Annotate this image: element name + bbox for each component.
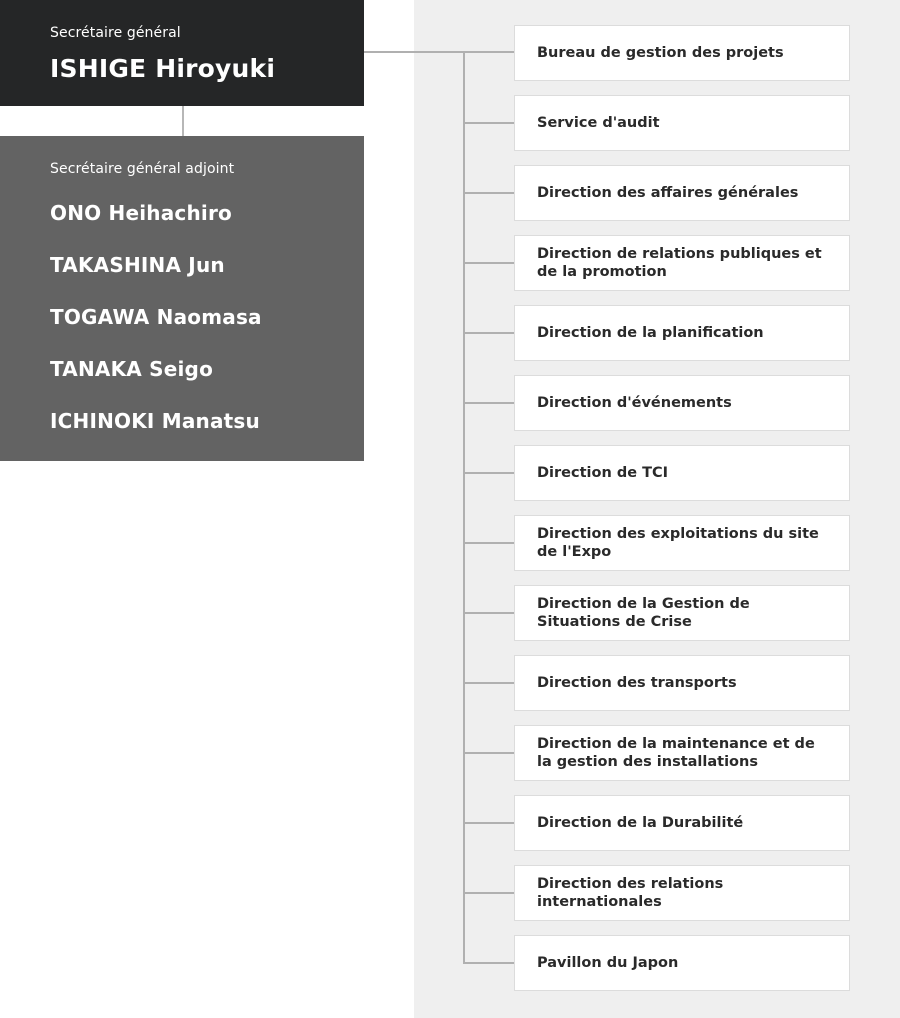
department-box-audit: Service d'audit — [514, 95, 850, 151]
department-box-general-affairs: Direction des affaires générales — [514, 165, 850, 221]
connector-branch — [464, 192, 514, 194]
connector-branch — [464, 122, 514, 124]
connector-branch — [464, 332, 514, 334]
secretary-general-box — [0, 0, 364, 106]
secretary-general-name: ISHIGE Hiroyuki — [50, 54, 276, 83]
connector-branch — [464, 542, 514, 544]
department-box-public-relations: Direction de relations publiques et de la promotion — [514, 235, 850, 291]
connector-line-vertical-main — [463, 52, 465, 964]
deputy-secretary-name: TOGAWA Naomasa — [50, 305, 262, 329]
department-box-project-management: Bureau de gestion des projets — [514, 25, 850, 81]
department-box-events: Direction d'événements — [514, 375, 850, 431]
connector-line-vertical-left — [182, 106, 184, 136]
deputy-secretary-name: ONO Heihachiro — [50, 201, 232, 225]
department-box-crisis-management: Direction de la Gestion de Situations de Crise — [514, 585, 850, 641]
department-box-international: Direction des relations internationales — [514, 865, 850, 921]
connector-branch — [464, 892, 514, 894]
department-box-site-operations: Direction des exploitations du site de l'Expo — [514, 515, 850, 571]
deputy-secretary-list — [50, 200, 262, 460]
secretary-general-role: Secrétaire général — [50, 25, 181, 41]
connector-branch — [464, 752, 514, 754]
department-box-sustainability: Direction de la Durabilité — [514, 795, 850, 851]
deputy-secretary-role: Secrétaire général adjoint — [50, 161, 235, 177]
deputy-secretary-name: ICHINOKI Manatsu — [50, 409, 260, 433]
department-box-japan-pavilion: Pavillon du Japon — [514, 935, 850, 991]
connector-line-horizontal-main — [364, 51, 514, 53]
connector-branch — [464, 612, 514, 614]
connector-branch — [464, 262, 514, 264]
connector-branch — [464, 472, 514, 474]
connector-branch — [464, 402, 514, 404]
department-box-facilities: Direction de la maintenance et de la gestion des installations — [514, 725, 850, 781]
connector-branch — [464, 822, 514, 824]
department-box-transport: Direction des transports — [514, 655, 850, 711]
deputy-secretaries-box — [0, 136, 364, 461]
connector-branch — [464, 682, 514, 684]
deputy-secretary-name: TANAKA Seigo — [50, 357, 214, 381]
department-box-planning: Direction de la planification — [514, 305, 850, 361]
department-box-tci: Direction de TCI — [514, 445, 850, 501]
deputy-secretary-name: TAKASHINA Jun — [50, 253, 225, 277]
connector-branch — [464, 962, 514, 964]
